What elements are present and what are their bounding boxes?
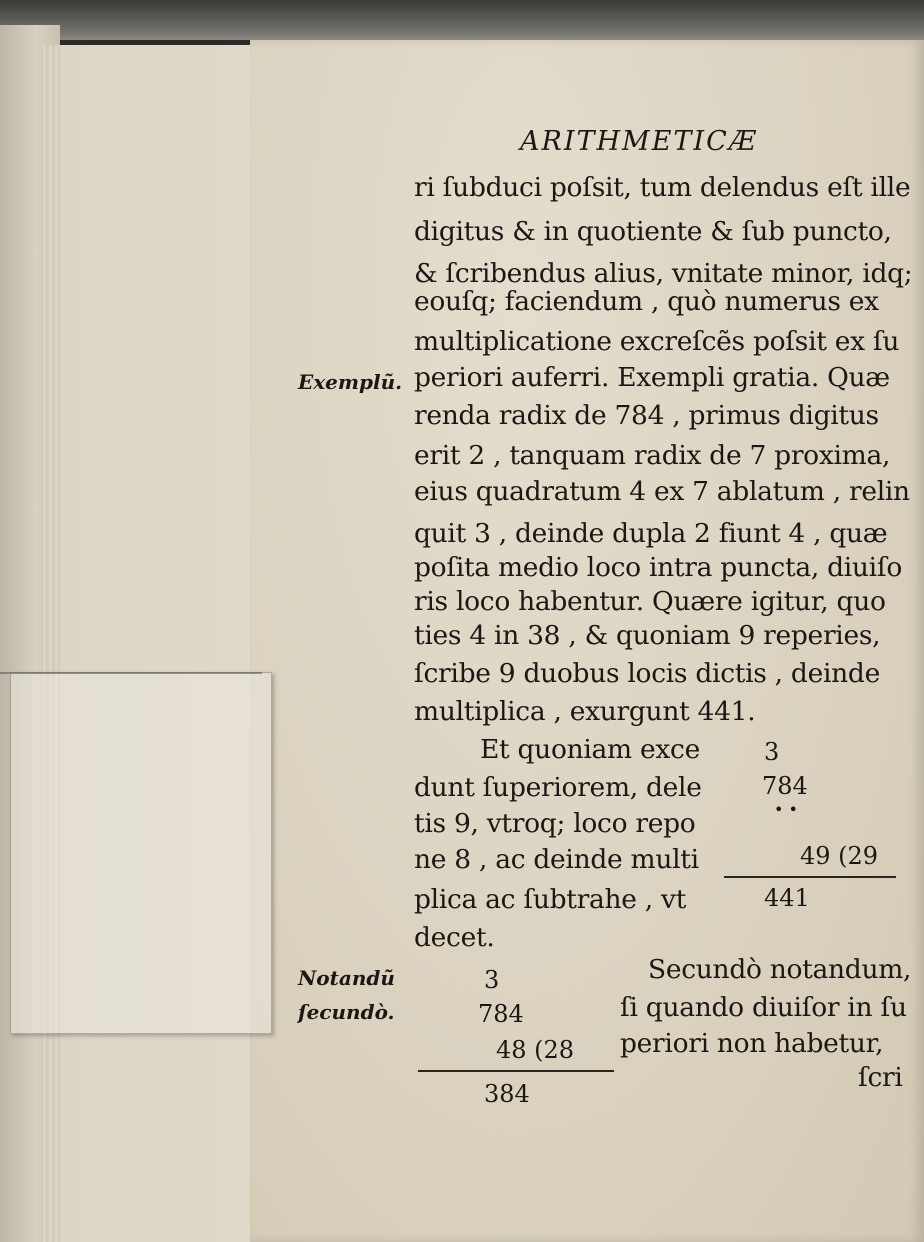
body-line: ri ſubduci poſsit, tum delendus eſt ille (414, 172, 911, 203)
body-line: eouſq; faciendum , quò numerus ex (414, 286, 879, 317)
example-line: decet. (414, 922, 495, 953)
final-line: periori non habetur, (620, 1028, 884, 1059)
example1-top-digit: 3 (764, 738, 780, 766)
body-line: periori auferri. Exempli gratia. Quæ (414, 362, 890, 393)
example1-rule (724, 876, 896, 878)
example-line: tis 9, vtroq; loco repo (414, 808, 696, 839)
example2-result: 384 (484, 1080, 530, 1108)
body-line: ris loco habentur. Quære igitur, quo (414, 586, 886, 617)
example2-top-digit: 3 (484, 966, 500, 994)
body-line: ſcribe 9 duobus locis dictis , deinde (414, 658, 880, 689)
body-line: erit 2 , tanquam radix de 7 proxima, (414, 440, 891, 471)
example1-divisor: 49 (29 (800, 842, 879, 870)
margin-note-secundo: ſecundò. (298, 1000, 395, 1024)
body-line: ties 4 in 38 , & quoniam 9 reperies, (414, 620, 881, 651)
final-line: ſcri (858, 1062, 903, 1093)
final-line: Secundò notandum, (648, 954, 912, 985)
example1-number: 784 (762, 772, 808, 800)
body-line: poſita medio loco intra puncta, diuiſo (414, 552, 903, 583)
example2-number: 784 (478, 1000, 524, 1028)
book-cover-top (0, 0, 924, 40)
example1-result: 441 (764, 884, 810, 912)
example2-divisor: 48 (28 (496, 1036, 575, 1064)
example-line: dunt ſuperiorem, dele (414, 772, 702, 803)
body-line: multiplica , exurgunt 441. (414, 696, 756, 727)
body-line: eius quadratum 4 ex 7 ablatum , relin (414, 476, 910, 507)
body-line: & ſcribendus alius, vnitate minor, idq; (414, 258, 913, 289)
body-line: multiplicatione excreſcẽs poſsit ex ſu (414, 326, 900, 357)
example-line: Et quoniam exce (480, 734, 700, 765)
clip-edge (0, 672, 262, 674)
example-line: ne 8 , ac deinde multi (414, 844, 699, 875)
transparent-clip (10, 672, 272, 1034)
page-margin-left (60, 45, 260, 1242)
final-line: ſi quando diuiſor in ſu (620, 992, 907, 1023)
running-head: ARITHMETICÆ (520, 126, 758, 157)
example-line: plica ac ſubtrahe , vt (414, 884, 687, 915)
margin-note-exemplum: Exemplũ. (298, 370, 403, 394)
example1-dots: • • (774, 800, 798, 819)
body-line: renda radix de 784 , primus digitus (414, 400, 879, 431)
example2-rule (418, 1070, 614, 1072)
body-line: digitus & in quotiente & ſub puncto, (414, 216, 892, 247)
margin-note-notandum: Notandũ (298, 966, 395, 990)
body-line: quit 3 , deinde dupla 2 fiunt 4 , quæ (414, 518, 888, 549)
